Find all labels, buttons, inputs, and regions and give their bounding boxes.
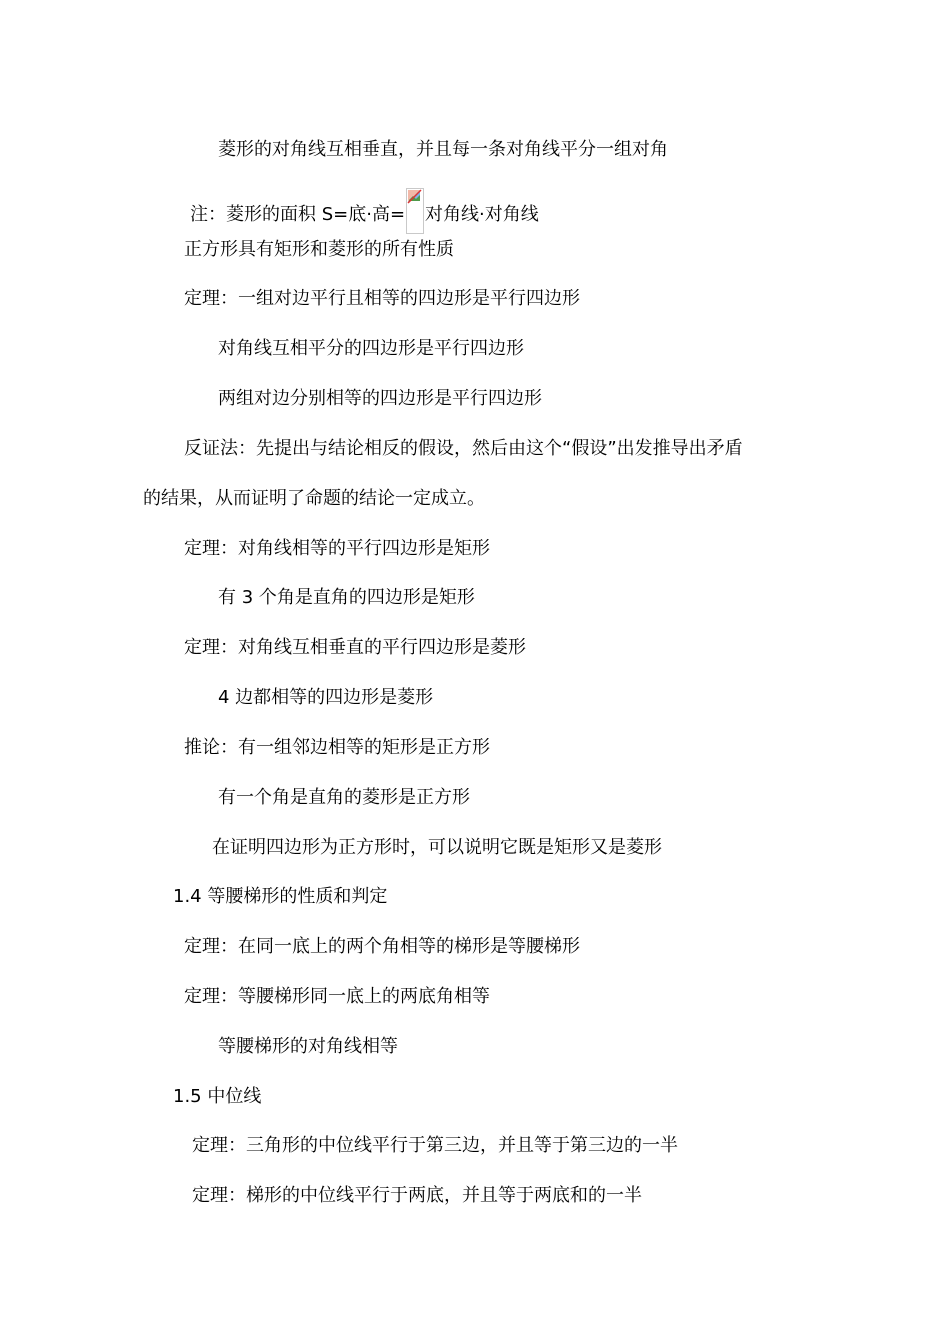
text-line: 等腰梯形的对角线相等 bbox=[218, 1036, 398, 1057]
text-line: 定理：在同一底上的两个角相等的梯形是等腰梯形 bbox=[184, 936, 580, 957]
text-line: 定理：三角形的中位线平行于第三边，并且等于第三边的一半 bbox=[192, 1135, 678, 1156]
text-line: 定理：等腰梯形同一底上的两底角相等 bbox=[184, 986, 490, 1007]
text-line: 4 边都相等的四边形是菱形 bbox=[218, 687, 434, 708]
text-line: 有一个角是直角的菱形是正方形 bbox=[218, 787, 470, 808]
text-line: 对角线互相平分的四边形是平行四边形 bbox=[218, 338, 524, 359]
area-note-after: 对角线·对角线 bbox=[425, 204, 539, 225]
text-line: 正方形具有矩形和菱形的所有性质 bbox=[184, 239, 454, 260]
text-line: 有 3 个角是直角的四边形是矩形 bbox=[218, 587, 475, 608]
text-line: 定理：梯形的中位线平行于两底，并且等于两底和的一半 bbox=[192, 1185, 642, 1206]
section-heading: 1.4 等腰梯形的性质和判定 bbox=[173, 886, 388, 907]
text-line: 反证法：先提出与结论相反的假设，然后由这个“假设”出发推导出矛盾 bbox=[184, 438, 743, 459]
section-heading: 1.5 中位线 bbox=[173, 1086, 262, 1107]
text-line: 推论：有一组邻边相等的矩形是正方形 bbox=[184, 737, 490, 758]
text-line: 的结果，从而证明了命题的结论一定成立。 bbox=[143, 488, 485, 509]
text-line: 两组对边分别相等的四边形是平行四边形 bbox=[218, 388, 542, 409]
text-line: 定理：对角线相等的平行四边形是矩形 bbox=[184, 538, 490, 559]
broken-image-icon bbox=[406, 188, 424, 234]
text-line: 定理：一组对边平行且相等的四边形是平行四边形 bbox=[184, 288, 580, 309]
area-note-before: 注：菱形的面积 S=底·高= bbox=[190, 204, 406, 225]
area-note-line bbox=[190, 188, 539, 234]
text-line: 在证明四边形为正方形时，可以说明它既是矩形又是菱形 bbox=[212, 837, 662, 858]
text-line: 定理：对角线互相垂直的平行四边形是菱形 bbox=[184, 637, 526, 658]
text-line: 菱形的对角线互相垂直，并且每一条对角线平分一组对角 bbox=[218, 139, 668, 160]
